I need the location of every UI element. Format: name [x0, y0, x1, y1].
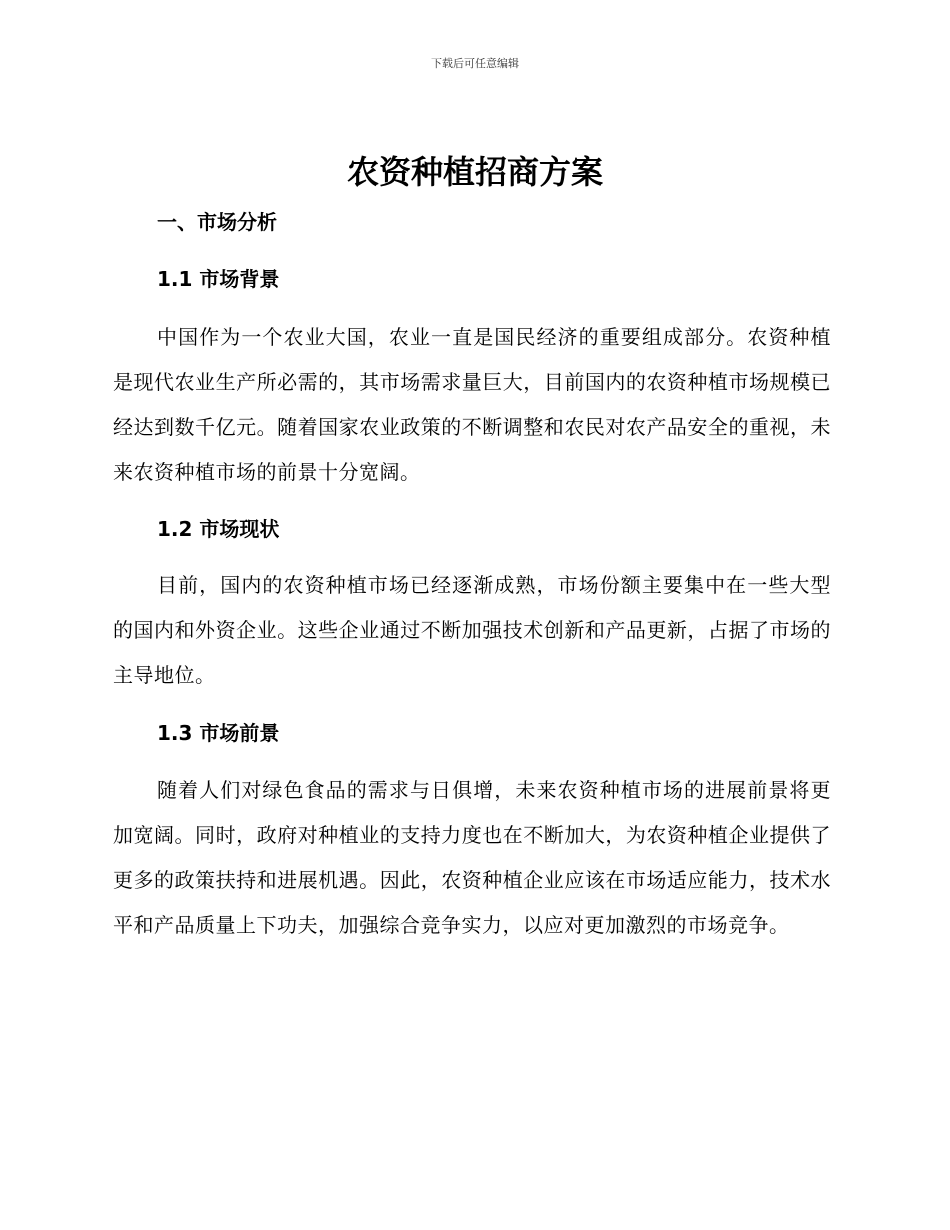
subsection-heading-market-prospect: 1.3 市场前景 [157, 721, 280, 745]
paragraph-market-status: 目前，国内的农资种植市场已经逐渐成熟，市场份额主要集中在一些大型的国内和外资企业。这些企业通过不断加强技术创新和产品更新，占据了市场的主导地位。 [113, 573, 831, 687]
section-heading-market-analysis: 一、市场分析 [157, 210, 277, 234]
subsection-heading-market-background: 1.1 市场背景 [157, 267, 280, 291]
paragraph-market-background: 中国作为一个农业大国，农业一直是国民经济的重要组成部分。农资种植是现代农业生产所必需的，其市场需求量巨大，目前国内的农资种植市场规模已经达到数千亿元。随着国家农业政策的不断调整和农民对农产品安全的重视，未来农资种植市场的前景十分宽阔。 [113, 325, 831, 484]
document-title: 农资种植招商方案 [346, 153, 603, 191]
paragraph-market-prospect: 随着人们对绿色食品的需求与日俱增，未来农资种植市场的进展前景将更加宽阔。同时，政府对种植业的支持力度也在不断加大，为农资种植企业提供了更多的政策扶持和进展机遇。因此，农资种植企业应该在市场适应能力，技术水平和产品质量上下功夫，加强综合竞争实力，以应对更加激烈的市场竞争。 [113, 778, 831, 937]
subsection-heading-market-status: 1.2 市场现状 [157, 517, 280, 541]
header-note: 下载后可任意编辑 [431, 57, 519, 70]
